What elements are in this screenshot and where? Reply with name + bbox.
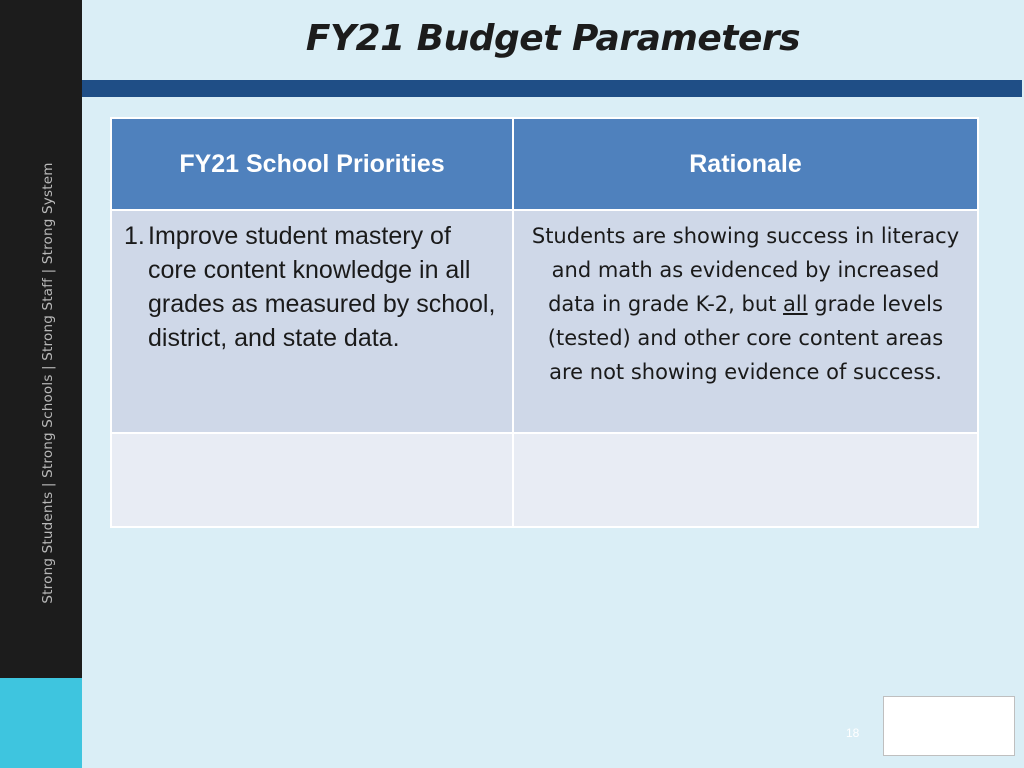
header-rationale: Rationale: [513, 118, 978, 210]
page-number: 18: [846, 726, 860, 740]
sidebar-accent-block: [0, 678, 82, 768]
header-school-priorities: FY21 School Priorities: [111, 118, 513, 210]
priority-number: 1.: [124, 222, 145, 250]
corner-box: [883, 696, 1015, 756]
sidebar-tagline: Strong Students | Strong Schools | Strong Staff | Strong System: [40, 162, 56, 604]
title-rule: [82, 80, 1022, 97]
priority-item: [124, 219, 500, 355]
empty-cell: [111, 433, 513, 527]
table-row-empty: [111, 433, 978, 527]
budget-parameters-table: [110, 117, 979, 528]
rationale-underlined-word: all: [783, 292, 808, 316]
slide-title: FY21 Budget Parameters: [305, 18, 801, 59]
priority-cell: [111, 210, 513, 433]
rationale-text-after: grade levels (tested) and other core content areas are not showing evidence of success.: [547, 292, 944, 384]
sidebar: [0, 0, 82, 768]
priority-text: Improve student mastery of core content knowledge in all grades as measured by school, district, and state data.: [148, 222, 496, 352]
table-row: [111, 210, 978, 433]
table-header-row: [111, 118, 978, 210]
empty-cell: [513, 433, 978, 527]
rationale-cell: [513, 210, 978, 433]
rationale-text-before: Students are showing success in literacy and math as evidenced by increased data in grade K-2, but: [531, 224, 960, 316]
